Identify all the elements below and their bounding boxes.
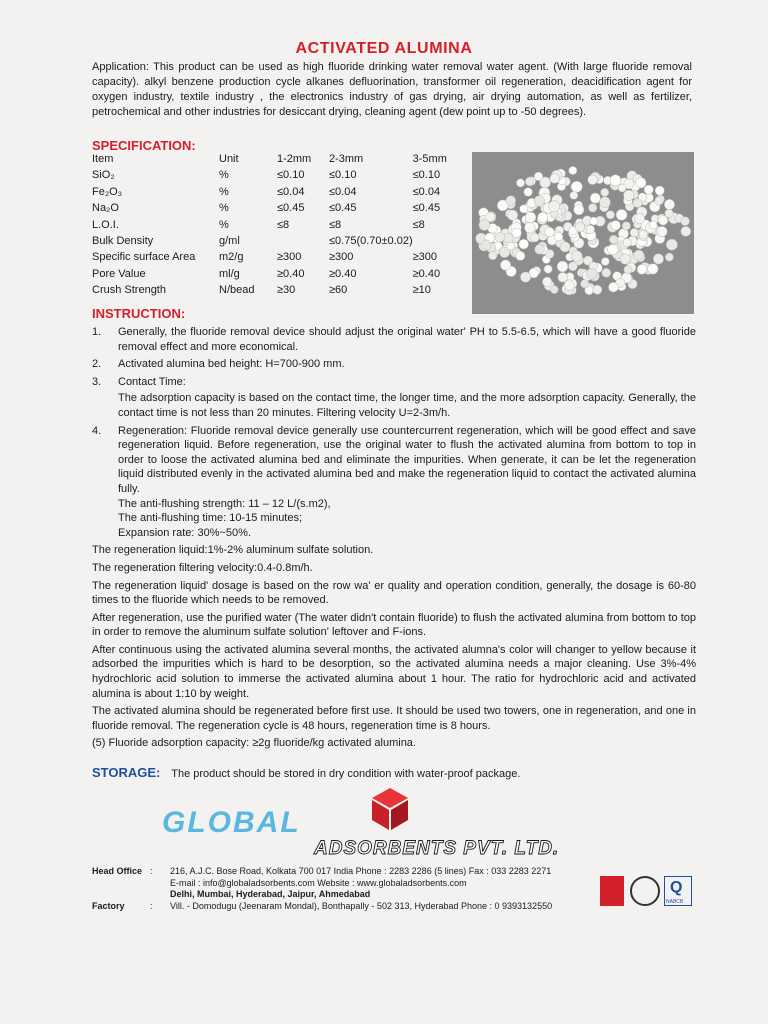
head-office-row bbox=[92, 866, 562, 878]
spec-cell: Bulk Density bbox=[92, 234, 154, 247]
regeneration-paragraph: The regeneration liquid:1%-2% aluminum sulfate solution. bbox=[92, 544, 374, 557]
spec-cell: ≤0.75(0.70±0.02) bbox=[329, 234, 413, 247]
spec-cell: Fe₂O₃ bbox=[92, 185, 123, 198]
spec-cell: m2/g bbox=[219, 251, 244, 264]
spec-cell bbox=[277, 235, 329, 251]
spec-cell: % bbox=[219, 218, 229, 231]
spec-cell: ≤0.45 bbox=[277, 202, 305, 215]
spec-cell: ≥60 bbox=[329, 284, 348, 297]
specification-table bbox=[92, 153, 472, 301]
spec-cell: % bbox=[219, 202, 229, 215]
spec-cell: SiO₂ bbox=[92, 169, 115, 182]
quality-mark-icon bbox=[664, 876, 692, 906]
document-title: ACTIVATED ALUMINA bbox=[295, 40, 473, 57]
separator-colon: : bbox=[150, 900, 153, 911]
instruction-number: 1. bbox=[92, 326, 102, 338]
spec-cell: L.O.I. bbox=[92, 218, 119, 231]
spec-row bbox=[92, 169, 447, 185]
head-office-email-website: E-mail : info@globaladsorbents.com Website : www.globaladsorbents.com bbox=[170, 877, 467, 888]
spec-header-cell: 2-3mm bbox=[329, 153, 364, 165]
regeneration-paragraph: The activated alumina should be regenerated before first use. It should be used two towers, one in regeneration, and one in fluoride removal. The regeneration cycle is 48 hours, regeneration time is 8 hours. bbox=[92, 705, 696, 732]
spec-row bbox=[92, 268, 447, 284]
spec-cell: ≤0.45 bbox=[412, 202, 441, 215]
spec-row bbox=[92, 235, 447, 251]
separator-colon: : bbox=[150, 866, 153, 876]
spec-cell: ml/g bbox=[219, 267, 240, 280]
spec-header-cell: Unit bbox=[219, 153, 239, 165]
storage-line bbox=[92, 765, 520, 780]
application-paragraph: Application: This product can be used as high fluoride drinking water removal water agent. (With large fluoride removal capacity). alkyl benzene production cycle alkanes defluorination, transformer oil regeneration, deacidification agent for oxygen industry, textile industry , the electronics industry of gas drying, air drying automation, as well as fertilizer, petrochemical and other industries for desiccant drying, cleaning agent (dew point up to -50 degrees). bbox=[92, 61, 692, 118]
instruction-text: Regeneration: Fluoride removal device generally use countercurrent regeneration, which will be good effect and save regeneration liquid. Before regeneration, use the original water to flush the activated alumina from bottom to top in order to loose the activated alumina bed and eliminate the impurities. When generate, it can be let the regeneration liquid distributed evenly in the activated alumina bed and make the regeneration liquid to contact the activated alumina fully. bbox=[118, 424, 696, 495]
spec-cell: ≤0.04 bbox=[412, 185, 441, 198]
spec-cell: ≤0.10 bbox=[277, 169, 305, 182]
spec-header-cell: 1-2mm bbox=[277, 153, 312, 165]
spec-cell: ≥0.40 bbox=[412, 267, 441, 280]
spec-cell: ≤0.45 bbox=[329, 202, 357, 215]
spec-row bbox=[92, 251, 447, 267]
spec-cell: ≤8 bbox=[329, 218, 342, 231]
spec-row bbox=[92, 186, 447, 202]
regeneration-paragraph: After continuous using the activated alumina several months, the activated alumna's color will changer to yellow because it adsorbed the impurities which is hard to be desorption, so the activated alumina needs a major cleaning. Use 3%-4% hydrochloric acid solution to immerse the activated alumina about 1 hour. The ratio for hydrochloric acid and activated alumina is about 1:10 by weight. bbox=[92, 643, 696, 700]
quality-mark-letter: Q bbox=[670, 879, 683, 896]
certification-seal-icon bbox=[630, 876, 660, 906]
spec-cell: Pore Value bbox=[92, 267, 146, 280]
regeneration-paragraph: The regeneration filtering velocity:0.4-0.8m/h. bbox=[92, 561, 313, 574]
spec-cell: ≥300 bbox=[412, 251, 438, 264]
instruction-item bbox=[92, 325, 696, 354]
instruction-subtext: The adsorption capacity is based on the contact time, the longer time, and the more adsorption capacity. Generally, the contact time is not less than 20 minutes. Filtering velocity U=2-3m/h. bbox=[118, 392, 696, 419]
regeneration-paragraph: (5) Fluoride adsorption capacity: ≥2g fluoride/kg activated alumina. bbox=[92, 737, 416, 750]
company-logo-global: GLOBAL bbox=[162, 806, 301, 839]
spec-header-row bbox=[92, 153, 447, 169]
head-office-row bbox=[92, 878, 562, 890]
instruction-text: Generally, the fluoride removal device should adjust the original water' PH to 5.5-6.5, which will have a good fluoride removal effect and more economical. bbox=[118, 326, 696, 353]
storage-heading: STORAGE: bbox=[92, 765, 161, 780]
company-logo-icon bbox=[368, 786, 412, 832]
spec-cell bbox=[413, 235, 447, 251]
instruction-section bbox=[92, 325, 696, 754]
head-office-label: Head Office bbox=[92, 866, 143, 876]
storage-text: The product should be stored in dry condition with water-proof package. bbox=[171, 768, 521, 780]
spec-cell: Na₂O bbox=[92, 202, 119, 215]
contact-block bbox=[92, 866, 562, 912]
spec-cell: % bbox=[219, 169, 229, 182]
spec-cell: ≤0.04 bbox=[277, 185, 305, 198]
factory-address: Vill. - Domodugu (Jeenaram Mondal), Bonthapally - 502 313, Hyderabad Phone : 0 9393132550 bbox=[170, 900, 553, 911]
spec-cell: Specific surface Area bbox=[92, 251, 196, 264]
instruction-number: 4. bbox=[92, 424, 102, 437]
spec-cell: % bbox=[219, 185, 229, 198]
spec-cell: ≥0.40 bbox=[277, 267, 305, 280]
instruction-item bbox=[92, 424, 696, 541]
instruction-line: The anti-flushing time: 10-15 minutes; bbox=[118, 512, 303, 525]
instruction-number: 3. bbox=[92, 375, 102, 388]
spec-cell: ≥300 bbox=[277, 251, 302, 264]
certification-logos bbox=[600, 876, 694, 914]
spec-cell: ≥10 bbox=[412, 284, 431, 297]
spec-header-cell: 3-5mm bbox=[412, 153, 447, 165]
alumina-beads-image bbox=[472, 152, 694, 314]
instruction-line: The anti-flushing strength: 11 – 12 L/(s.m2), bbox=[118, 497, 331, 510]
branch-cities: Delhi, Mumbai, Hyderabad, Jaipur, Ahmedabad bbox=[170, 889, 371, 899]
spec-cell: ≤8 bbox=[277, 218, 290, 231]
instruction-item bbox=[92, 357, 696, 372]
spec-cell: N/bead bbox=[219, 284, 255, 297]
head-office-row bbox=[92, 889, 562, 901]
instruction-number: 2. bbox=[92, 358, 102, 371]
spec-row bbox=[92, 202, 447, 218]
spec-header-cell: Item bbox=[92, 153, 114, 165]
factory-label: Factory bbox=[92, 900, 125, 911]
spec-row bbox=[92, 219, 447, 235]
spec-cell: Crush Strength bbox=[92, 284, 166, 297]
instruction-text: Activated alumina bed height: H=700-900 mm. bbox=[118, 358, 345, 371]
spec-row bbox=[92, 284, 447, 300]
spec-cell: ≤8 bbox=[412, 218, 425, 231]
spec-cell: ≤0.10 bbox=[412, 169, 441, 182]
instruction-line: Expansion rate: 30%~50%. bbox=[118, 526, 252, 539]
quality-mark-text: NABCB bbox=[666, 899, 684, 905]
spec-cell: ≥300 bbox=[329, 251, 354, 264]
factory-row bbox=[92, 901, 562, 913]
instruction-text: Contact Time: bbox=[118, 375, 186, 388]
instruction-item bbox=[92, 375, 696, 421]
instruction-heading: INSTRUCTION: bbox=[92, 306, 186, 321]
spec-cell: ≤0.10 bbox=[329, 169, 357, 182]
specification-heading: SPECIFICATION: bbox=[92, 138, 196, 153]
company-logo-adsorbents: ADSORBENTS PVT. LTD. bbox=[314, 838, 560, 859]
regeneration-paragraph: The regeneration liquid' dosage is based on the row wa' er quality and operation condition, generally, the dosage is 60-80 times to the fluoride which needs to be removed. bbox=[92, 579, 696, 607]
spec-cell: ≤0.04 bbox=[329, 185, 357, 198]
regeneration-paragraph: After regeneration, use the purified water (The water didn't contain fluoride) to flush the activated alumina from bottom to top in order to remove the aluminum sulfate solution' leftover and F-ions. bbox=[92, 611, 696, 639]
head-office-address: 216, A.J.C. Bose Road, Kolkata 700 017 India Phone : 2283 2286 (5 lines) Fax : 033 2283 2271 bbox=[170, 866, 552, 876]
spec-cell: g/ml bbox=[219, 234, 240, 247]
spec-cell: ≥30 bbox=[277, 284, 296, 297]
certificate-badge-icon bbox=[600, 876, 624, 906]
spec-cell: ≥0.40 bbox=[329, 267, 357, 280]
alumina-beads-photo bbox=[472, 152, 694, 314]
